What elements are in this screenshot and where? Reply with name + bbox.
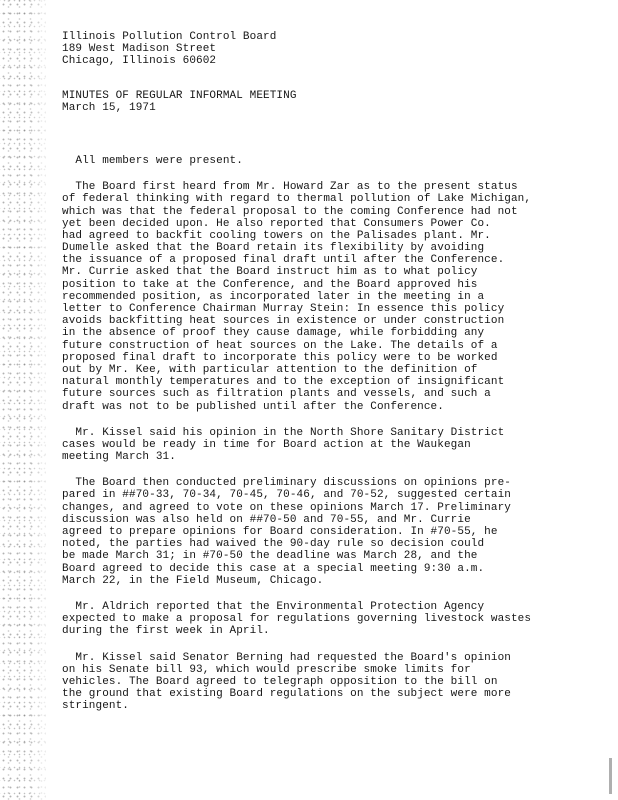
minutes-title: MINUTES OF REGULAR INFORMAL MEETING — [62, 89, 297, 102]
paragraph-line: which was that the federal proposal to the coming Conference had not — [62, 205, 518, 218]
paragraph-line: meeting March 31. — [62, 451, 176, 464]
scan-edge-mark — [609, 758, 612, 794]
paragraph-line: proposed final draft to incorporate this policy were to be worked — [62, 351, 498, 364]
paragraph-line: Board agreed to decide this case at a special meeting 9:30 a.m. — [62, 562, 485, 575]
scan-edge-fade — [28, 0, 52, 800]
paragraph-line: noted, the parties had waived the 90-day rule so decision could — [62, 538, 485, 551]
paragraph-line: All members were present. — [62, 154, 243, 167]
paragraph-line: during the first week in April. — [62, 625, 270, 638]
paragraph-line: discussion was also held on ##70-50 and 70-55, and Mr. Currie — [62, 513, 471, 526]
paragraph-line: be made March 31; in #70-50 the deadline was March 28, and the — [62, 550, 478, 563]
paragraph-line: agreed to prepare opinions for Board consideration. In #70-55, he — [62, 526, 498, 538]
minutes-body — [62, 155, 572, 713]
letterhead-line: Illinois Pollution Control Board — [62, 31, 277, 43]
paragraph-line: had agreed to backfit cooling towers on the Palisades plant. Mr. — [62, 229, 491, 242]
paragraph-line: of federal thinking with regard to thermal pollution of Lake Michigan, — [62, 193, 532, 206]
document-body — [62, 31, 572, 712]
minutes-date: March 15, 1971 — [62, 101, 156, 114]
paragraph-line: March 22, in the Field Museum, Chicago. — [62, 574, 324, 587]
paragraph-line: Mr. Kissel said his opinion in the North Shore Sanitary District — [62, 426, 505, 439]
paragraph-line: expected to make a proposal for regulations governing livestock wastes — [62, 613, 532, 626]
paragraph-line: recommended position, as incorporated later in the meeting in a — [62, 290, 485, 303]
paragraph-line: out by Mr. Kee, with particular attention to the definition of — [62, 363, 478, 376]
paragraph-line: The Board then conducted preliminary discussions on opinions pre- — [62, 477, 511, 490]
paragraph-line: the ground that existing Board regulations on the subject were more — [62, 688, 511, 701]
paragraph-line: yet been decided upon. He also reported that Consumers Power Co. — [62, 217, 491, 230]
paragraph-line: future sources such as filtration plants and vessels, and such a — [62, 388, 491, 401]
paragraph — [62, 477, 572, 587]
paragraph-line: the issuance of a proposed final draft until after the Conference. — [62, 254, 505, 267]
paragraph-line: Dumelle asked that the Board retain its flexibility by avoiding — [62, 242, 485, 255]
paragraph — [62, 427, 572, 464]
letterhead — [62, 31, 572, 68]
paragraph-line: position to take at the Conference, and the Board approved his — [62, 278, 478, 291]
paragraph-line: natural monthly temperatures and to the exception of insignificant — [62, 376, 505, 389]
paragraph-line: vehicles. The Board agreed to telegraph opposition to the bill on — [62, 675, 498, 688]
paragraph-line: changes, and agreed to vote on these opinions March 17. Preliminary — [62, 501, 511, 514]
paragraph-line: letter to Conference Chairman Murray Stein: In essence this policy — [62, 303, 505, 315]
paragraph-line: in the absence of proof they cause damage, while forbidding any — [62, 327, 485, 340]
letterhead-line: 189 West Madison Street — [62, 43, 217, 56]
paragraph-line: draft was not to be published until after the Conference. — [62, 400, 444, 413]
paragraph-line: avoids backfitting heat sources in existence or under construction — [62, 315, 505, 328]
paragraph-line: pared in ##70-33, 70-34, 70-45, 70-46, and 70-52, suggested certain — [62, 489, 511, 502]
letterhead-line: Chicago, Illinois 60602 — [62, 55, 217, 68]
paragraph-line: Mr. Currie asked that the Board instruct him as to what policy — [62, 266, 478, 279]
paragraph-line: Mr. Kissel said Senator Berning had requested the Board's opinion — [62, 651, 511, 664]
paragraph — [62, 181, 572, 413]
paragraph-line: future construction of heat sources on the Lake. The details of a — [62, 339, 498, 352]
paragraph — [62, 652, 572, 713]
paragraph — [62, 155, 572, 167]
paragraph-line: Mr. Aldrich reported that the Environmental Protection Agency — [62, 600, 485, 613]
minutes-heading — [62, 90, 572, 114]
paragraph-line: stringent. — [62, 700, 130, 713]
paragraph-line: cases would be ready in time for Board action at the Waukegan — [62, 438, 471, 451]
paragraph-line: on his Senate bill 93, which would prescribe smoke limits for — [62, 663, 471, 676]
paragraph-line: The Board first heard from Mr. Howard Zar as to the present status — [62, 181, 518, 194]
paragraph — [62, 601, 572, 638]
